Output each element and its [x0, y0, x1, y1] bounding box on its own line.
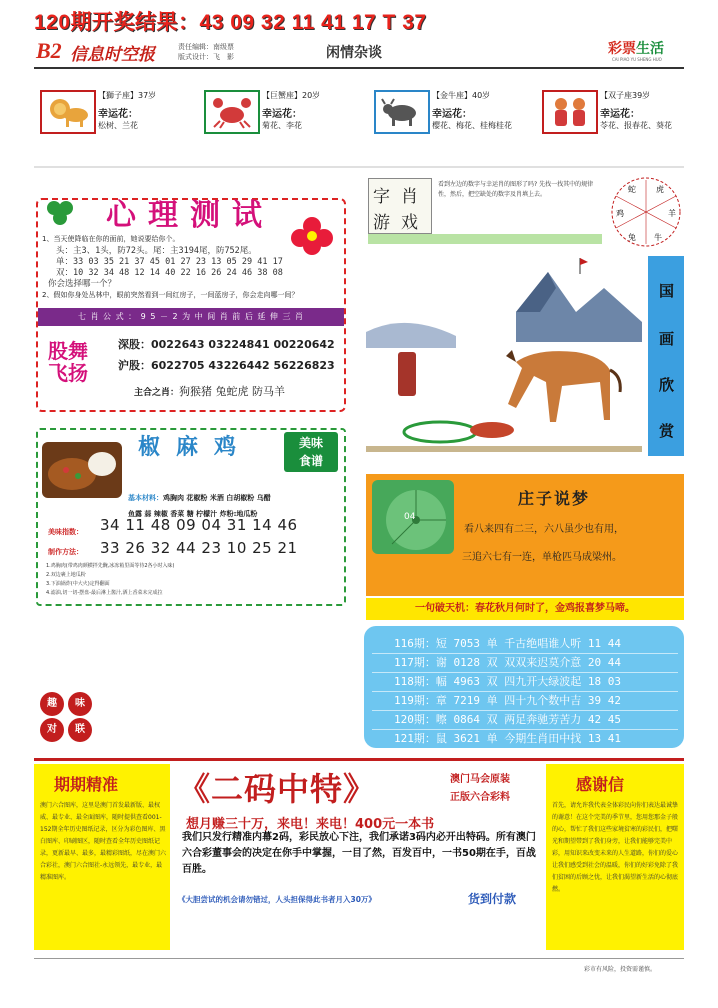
history-row: 119期：章 7219 单 四十九个数中吉 39 42 — [394, 694, 621, 707]
wheel-label: 蛇 — [628, 185, 636, 194]
banner-subtitle-1: 澳门马会原装 — [450, 774, 510, 785]
zhuangzi-line-1: 看八来四有二三，六八虽少也有用， — [464, 524, 624, 535]
twins-icon — [542, 90, 598, 134]
couplet-ornament: 趣 — [40, 692, 64, 716]
banner-subtitle-2: 正版六合彩料 — [450, 792, 510, 803]
puzzle-char: 字 — [373, 187, 390, 207]
ingredients-label: 基本材料： — [128, 494, 163, 502]
brand-logo-green: 生活 — [636, 41, 664, 57]
zodiac-card-leo — [36, 86, 196, 156]
shanghai-stocks: 沪股：6022705 43226442 56226823 — [118, 359, 335, 372]
history-row: 118期：幅 4963 双 四九开大绿波起 18 03 — [394, 675, 621, 688]
draw-result-headline: 120期开奖结果：43 09 32 11 41 17 T 37 — [34, 11, 427, 34]
thanks-letter-title: 感谢信 — [576, 775, 625, 794]
recipe-number-row-1: 34 11 48 09 04 31 14 46 — [100, 516, 298, 534]
head-tail-line: 头：主3、1头，防72头。尾：主3194尾，防752尾。 — [56, 246, 257, 256]
main-zodiac-label: 主合之肖： — [134, 388, 180, 398]
single-numbers: 单：33 03 35 21 37 45 01 27 23 13 05 29 41 17 — [56, 257, 283, 267]
painting-caption-char: 赏 — [659, 422, 675, 440]
zhuangzi-line-2: 三追六七有一连，单枪匹马成梁州。 — [462, 552, 622, 563]
history-row: 121期：鼠 3621 单 今期生肖田中找 13 41 — [394, 732, 621, 745]
puzzle-char: 肖 — [401, 187, 418, 207]
zodiac-card-gemini — [538, 86, 698, 156]
editor-credits — [178, 42, 234, 62]
couplet-ornament: 味 — [68, 692, 92, 716]
clover-icon — [44, 198, 80, 226]
paper-name: 信息时空报 — [70, 45, 155, 65]
accuracy-text: 澳门六合图库，这里是澳门首发最新版、最权威、最专业、最全面图库，随时提供查看001-152期全年历史图纸记录，区分为彩色图库、黑白图库、印刷图区，随时查看全年历史图纸记录，更新最早、最多，最精彩图纸，尽在澳门六合彩社，澳门六合图社-永远领先，最专业，最精准图库。 — [40, 802, 167, 881]
method-label: 制作方法： — [48, 548, 83, 556]
recipe-badge — [284, 432, 338, 472]
leaf-number: 04 — [404, 512, 416, 522]
puzzle-char: 戏 — [401, 213, 418, 233]
recipe-steps — [46, 562, 174, 598]
zodiac-flowers: 菊花、李花 — [262, 121, 302, 130]
history-row: 116期：短 7053 单 千古绝唱谁人听 11 44 — [394, 637, 621, 650]
editor-line: 责任编辑：南级票 — [178, 43, 234, 51]
zodiac-sign: 【巨蟹座】20岁 — [262, 91, 321, 100]
bottom-divider — [34, 758, 684, 761]
banner-title: 《二码中特》 — [178, 770, 377, 808]
risk-warning: 彩市有风险，投资需谨慎。 — [584, 966, 657, 973]
couplet-ornament: 联 — [68, 718, 92, 742]
puzzle-char: 游 — [373, 213, 390, 233]
recipe-step: 3.下油锅炸(中大火)定得翻面 — [46, 581, 110, 587]
puzzle-instructions: 看到左边的数字与幸运肖的图形了吗? 先找一找其中的规律性，然后，把空缺处的数字及肖填上去。 — [438, 181, 594, 198]
question-one: 1、当天使降临在你的面前，她说要给你个。 — [42, 235, 180, 243]
zodiac-lucky-label: 幸运花： — [432, 109, 472, 120]
character-puzzle — [368, 178, 432, 234]
recipe-step: 1.鸡胸肉(带鸡肉颜横拌先醃,冰冻箱里面等待2各小时入味) — [46, 563, 175, 569]
index-label: 美味指数： — [48, 528, 83, 536]
page-code: B2 — [36, 38, 62, 63]
choose-line: 你会选择哪一个？ — [48, 279, 117, 289]
zhuangzi-title: 庄子说梦 — [518, 489, 591, 508]
zodiac-card-cancer — [200, 86, 360, 156]
bull-icon — [374, 90, 430, 134]
banner-slogan: 想月赚三十万，来电！来电！400元一本书 — [186, 817, 435, 832]
header-divider — [34, 67, 684, 69]
badge-line-1: 美味 — [298, 436, 323, 450]
psychology-title: 心理测试 — [106, 198, 274, 233]
designer-line: 版式设计：飞 影 — [178, 53, 234, 61]
zodiac-lucky-label: 幸运花： — [600, 109, 640, 120]
recipe-title: 椒麻鸡 — [138, 435, 253, 460]
wheel-label: 虎 — [656, 185, 664, 194]
zodiac-wheel — [608, 174, 684, 250]
ingredients-line-2: 鱼露 蒜 辣椒 香菜 糖 柠檬汁 炸粉:地瓜粉 — [128, 510, 258, 518]
cash-on-delivery: 货到付款 — [468, 892, 517, 906]
zodiac-sign: 【双子座39岁 — [600, 91, 651, 100]
banner-body: 我们只发行精准内幕2码，彩民放心下注，我们承诺3码内必开出特码。所有澳门六合彩董事会的决定在你手中掌握，一目了然，百发百中，一书50期在手，百战百胜。 — [182, 832, 536, 875]
formula-bar: 七 肖 公 式 ： 9 5 － 2 为 中 间 肖 前 后 延 伸 三 肖 — [38, 308, 344, 326]
painting-caption-char: 国 — [659, 282, 675, 300]
zodiac-sign: 【金牛座】40岁 — [432, 91, 491, 100]
double-numbers: 双：10 32 34 48 12 14 40 22 16 26 24 46 38 08 — [56, 268, 283, 278]
painting-caption-char: 欣 — [659, 376, 675, 394]
horse-painting — [366, 252, 642, 458]
painting-caption-char: 画 — [659, 330, 675, 348]
brand-logo — [608, 38, 664, 58]
lion-icon — [40, 90, 96, 134]
badge-line-2: 食谱 — [298, 454, 323, 468]
section-title: 闲情杂谈 — [326, 45, 382, 61]
brand-logo-sub: CAI PIAO YU SHENG HUO — [612, 57, 662, 62]
wheel-label: 羊 — [668, 209, 676, 218]
stock-logo: 股舞飞扬 — [48, 339, 88, 385]
ingredients-line-1: 鸡胸肉 花椒粉 米酒 白胡椒粉 乌醋 — [163, 494, 271, 502]
accuracy-title: 期期精准 — [54, 775, 119, 794]
puzzle-answer-strip — [368, 234, 602, 244]
zodiac-divider — [34, 166, 684, 168]
thanks-letter-text: 首先，请允许我代表全体彩民向你们表达最诚挚的谢意！在这个完美的季节里，您用您那金子般的心，帮忙了我们这些家境贫寒的彩民们，把曙光和期望带到了我们身旁，让我们能够完美中彩，用知识来改变未来的人生道路，你们的爱心让我们感受到社会的温暖，你们的好彩免除了我们贫困的后顾之忧，让我们渴望新生活的心彻底燃。 — [552, 802, 679, 893]
couplet-ornament: 对 — [40, 718, 64, 742]
wheel-label: 牛 — [654, 233, 662, 242]
crab-icon — [204, 90, 260, 134]
zodiac-card-taurus — [370, 86, 530, 156]
history-row: 117期：谢 0128 双 双双来迟莫介意 20 44 — [394, 656, 621, 669]
history-row: 120期：嚓 0864 双 两足奔驰芳苦力 42 45 — [394, 713, 621, 726]
zodiac-sign: 【獅子座】37岁 — [98, 91, 157, 100]
recipe-labels — [48, 522, 83, 562]
zodiac-flowers: 樱花、梅花、桂梅桂花 — [432, 121, 512, 130]
footer-divider — [34, 958, 684, 959]
question-two: 2、假如你身处丛林中，眼前突然看到一间红房子，一间蓝房子，你会走向哪一间？ — [42, 291, 299, 299]
riddle-bar: 一句破天机：春花秋月何时了，金鸡报喜梦马啼。 — [366, 598, 684, 620]
main-zodiac-values: 狗猴猪 兔蛇虎 防马羊 — [179, 385, 286, 398]
zodiac-flowers: 苓花、报春花、葵花 — [600, 121, 672, 130]
zodiac-flowers: 松树、兰花 — [98, 121, 138, 130]
main-zodiac — [134, 383, 285, 399]
dish-photo — [42, 442, 122, 498]
zodiac-lucky-label: 幸运花： — [262, 109, 302, 120]
wheel-label: 兔 — [628, 233, 636, 242]
recipe-step: 2.双边裹上地瓜粉 — [46, 572, 86, 578]
recipe-step: 4.滤油,切一切-摆盘-最后淋上酱汁,洒上香菜末完成拉 — [46, 590, 163, 596]
recipe-number-row-2: 33 26 32 44 23 10 25 21 — [100, 539, 298, 557]
brand-logo-red: 彩票 — [608, 41, 636, 57]
wheel-label: 鸡 — [616, 209, 624, 218]
flower-icon — [290, 216, 334, 256]
banner-footnote: 《大胆尝试的机会请勿错过，人头担保得此书者月入30万》 — [178, 895, 376, 904]
shenzhen-stocks: 深股：0022643 03224841 00220642 — [118, 338, 335, 351]
zodiac-lucky-label: 幸运花： — [98, 109, 138, 120]
